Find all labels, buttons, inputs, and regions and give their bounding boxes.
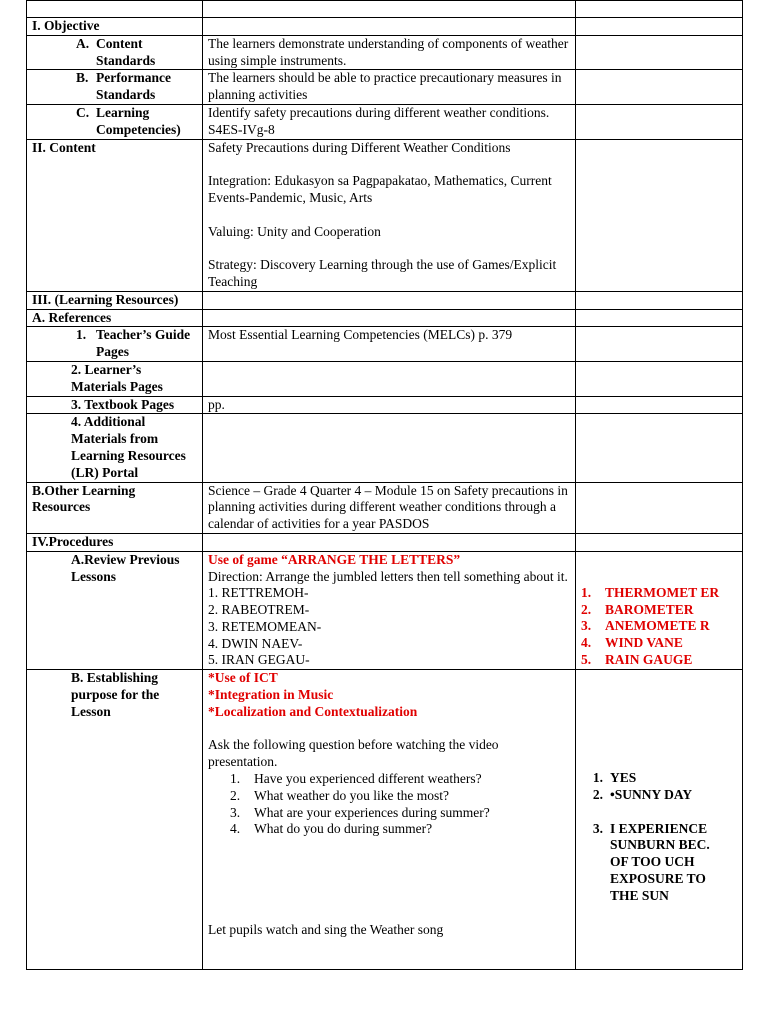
content-text: Safety Precautions during Different Weather Conditions Integration: Edukasyon sa Pagpapakatao, Mathematics, Current Events-Pandemic, Music, Arts Valuing: Unity and Cooperation Strategy: Discovery Learning through the use of Games/Explicit Teaching [203, 139, 576, 291]
review-lessons-label: A.Review Previous Lessons [71, 551, 180, 584]
answer-item: 3. I EXPERIENCE SUNBURN BEC. OF TOO UCH EXPOSURE TO THE SUN [592, 820, 710, 903]
procedures-heading: IV.Procedures [27, 533, 203, 551]
table-row [27, 309, 743, 327]
competency-code: S4ES-IVg-8 [208, 121, 275, 137]
answer-item: 5. RAIN GAUGE [581, 651, 693, 667]
question-item: 3. What are your experiences during summer? [230, 804, 490, 820]
resources-heading: III. (Learning Resources) [27, 291, 203, 309]
jumbled-item: 5. IRAN GEGAU- [208, 652, 310, 668]
table-row [27, 327, 743, 362]
teachers-guide-text: Most Essential Learning Competencies (MELCs) p. 379 [203, 327, 576, 362]
references-label: A. References [27, 309, 203, 327]
answer-item: 2. •SUNNY DAY [592, 787, 693, 803]
learners-materials-label: 2. Learner’s Materials Pages [71, 361, 163, 394]
learning-competencies-label: C. Learning Competencies) [76, 104, 181, 137]
header-cell [27, 1, 203, 18]
review-answers [576, 551, 743, 670]
question-item: 1. Have you experienced different weathers? [230, 771, 482, 787]
table-row [27, 139, 743, 291]
answer-item: 2. BAROMETER [581, 601, 694, 617]
content-standards-text: The learners demonstrate understanding of components of weather using simple instruments. [203, 35, 576, 70]
teachers-guide-label: 1. Teacher’s Guide Pages [76, 327, 191, 360]
header-cell [203, 1, 576, 18]
table-row [27, 361, 743, 396]
question-item: 2. What weather do you like the most? [230, 787, 449, 803]
table-row [27, 35, 743, 70]
review-lessons-text [203, 551, 576, 670]
game-title: Use of game “ARRANGE THE LETTERS” [208, 551, 461, 567]
table-row [27, 482, 743, 533]
header-cell [576, 1, 743, 18]
table-row [27, 670, 743, 970]
table-row [27, 414, 743, 482]
lesson-plan-document [26, 0, 742, 970]
answer-item: 1. YES [592, 770, 637, 786]
jumbled-item: 3. RETEMOMEAN- [208, 618, 322, 634]
objective-heading: I. Objective [27, 18, 203, 36]
establishing-purpose-label: B. Establishing purpose for the Lesson [71, 670, 160, 719]
table-row [27, 104, 743, 139]
answer-item: 3. ANEMOMETE R [581, 618, 710, 634]
jumbled-item: 4. DWIN NAEV- [208, 635, 303, 651]
learning-competencies-text: Identify safety precautions during different weather conditions. S4ES-IVg-8 [203, 104, 576, 139]
additional-materials-label: 4. Additional Materials from Learning Resources (LR) Portal [71, 414, 186, 480]
purpose-answers [576, 670, 743, 970]
content-heading: II. Content [27, 139, 203, 291]
header-row [27, 1, 743, 18]
table-row [27, 18, 743, 36]
table-row [27, 396, 743, 414]
lesson-plan-table [26, 0, 743, 970]
establishing-purpose-text: *Use of ICT *Integration in Music *Localization and Contextualization Ask the following question before watching the video presentation. 1. Have you experienced different weathers? 2. What weather do you like the most? 3. What are your experiences during summer? 4. What do you do during summer? Let pupils watch and sing the Weather song [203, 670, 576, 970]
performance-standards-text: The learners should be able to practice precautionary measures in planning activities [203, 70, 576, 105]
table-row [27, 551, 743, 670]
jumbled-item: 2. RABEOTREM- [208, 602, 310, 618]
textbook-pages-text: pp. [203, 396, 576, 414]
table-row [27, 533, 743, 551]
textbook-pages-label: 3. Textbook Pages [71, 396, 175, 412]
table-row [27, 291, 743, 309]
answer-item: 1. THERMOMET ER [581, 584, 720, 600]
other-resources-text: Science – Grade 4 Quarter 4 – Module 15 on Safety precautions in planning activities during different weather conditions through a calendar of activities for a year PASDOS [203, 482, 576, 533]
table-row [27, 70, 743, 105]
answer-item: 4. WIND VANE [581, 635, 683, 651]
other-resources-label: B.Other Learning Resources [27, 482, 203, 533]
question-item: 4. What do you do during summer? [230, 821, 433, 837]
cut-off-line: Let pupils watch and sing the Weather song [208, 922, 444, 938]
content-standards-label: A. Content Standards [76, 35, 156, 68]
performance-standards-label: B. Performance Standards [76, 70, 171, 103]
jumbled-item: 1. RETTREMOH- [208, 585, 309, 601]
game-direction: Direction: Arrange the jumbled letters then tell something about it. [208, 568, 568, 584]
